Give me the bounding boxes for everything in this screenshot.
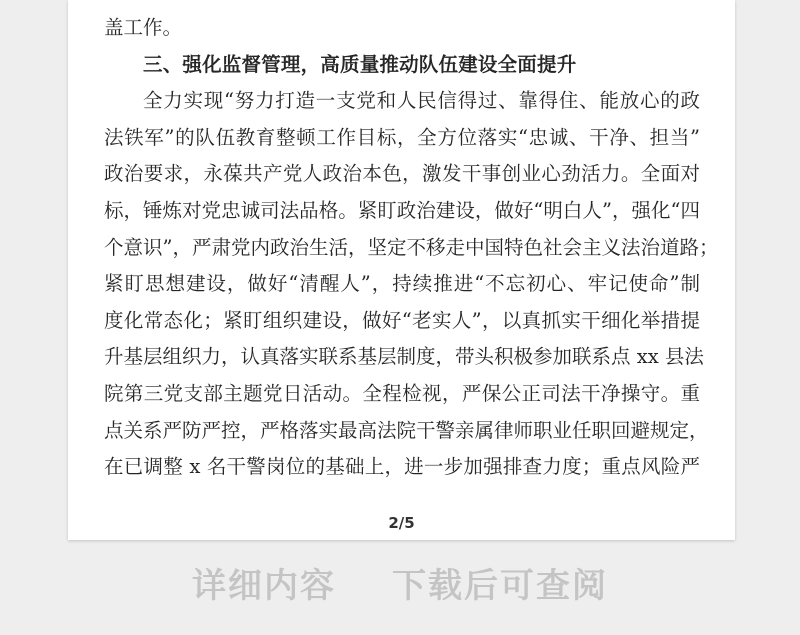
paragraph-line: 院第三党支部主题党日活动。全程检视，严保公正司法干净操守。重	[104, 381, 700, 405]
paragraph-line: 个意识”，严肃党内政治生活，坚定不移走中国特色社会主义法治道路；	[104, 235, 719, 259]
paragraph-first-line: 全力实现“努力打造一支党和人民信得过、靠得住、能放心的政	[143, 89, 700, 113]
paragraph-line: 法铁军”的队伍教育整顿工作目标，全方位落实“忠诚、干净、担当”	[104, 125, 700, 149]
document-page	[68, 0, 735, 540]
paragraph-line: 紧盯思想建设，做好“清醒人”，持续推进“不忘初心、牢记使命”制	[104, 272, 700, 296]
download-notice	[0, 558, 800, 607]
notice-left-text: 详细内容	[192, 566, 336, 606]
paragraph-line: 升基层组织力，认真落实联系基层制度，带头积极参加联系点 xx 县法	[104, 345, 704, 369]
section-heading: 三、强化监督管理，高质量推动队伍建设全面提升	[143, 52, 577, 76]
text-line-end-of-paragraph: 盖工作。	[104, 16, 183, 39]
paragraph-line: 标，锤炼对党忠诚司法品格。紧盯政治建设，做好“明白人”，强化“四	[104, 198, 700, 222]
paragraph-line: 度化常态化；紧盯组织建设，做好“老实人”，以真抓实干细化举措提	[104, 308, 700, 332]
paragraph-line: 点关系严防严控，严格落实最高法院干警亲属律师职业任职回避规定，	[104, 418, 709, 442]
paragraph-line: 在已调整 x 名干警岗位的基础上，进一步加强排查力度；重点风险严	[104, 455, 700, 479]
page-number: 2/5	[388, 514, 415, 532]
document-body	[104, 10, 719, 486]
paragraph-line: 政治要求，永葆共产党人政治本色，激发干事创业心劲活力。全面对	[104, 162, 700, 186]
notice-right-text: 下载后可查阅	[392, 566, 608, 606]
